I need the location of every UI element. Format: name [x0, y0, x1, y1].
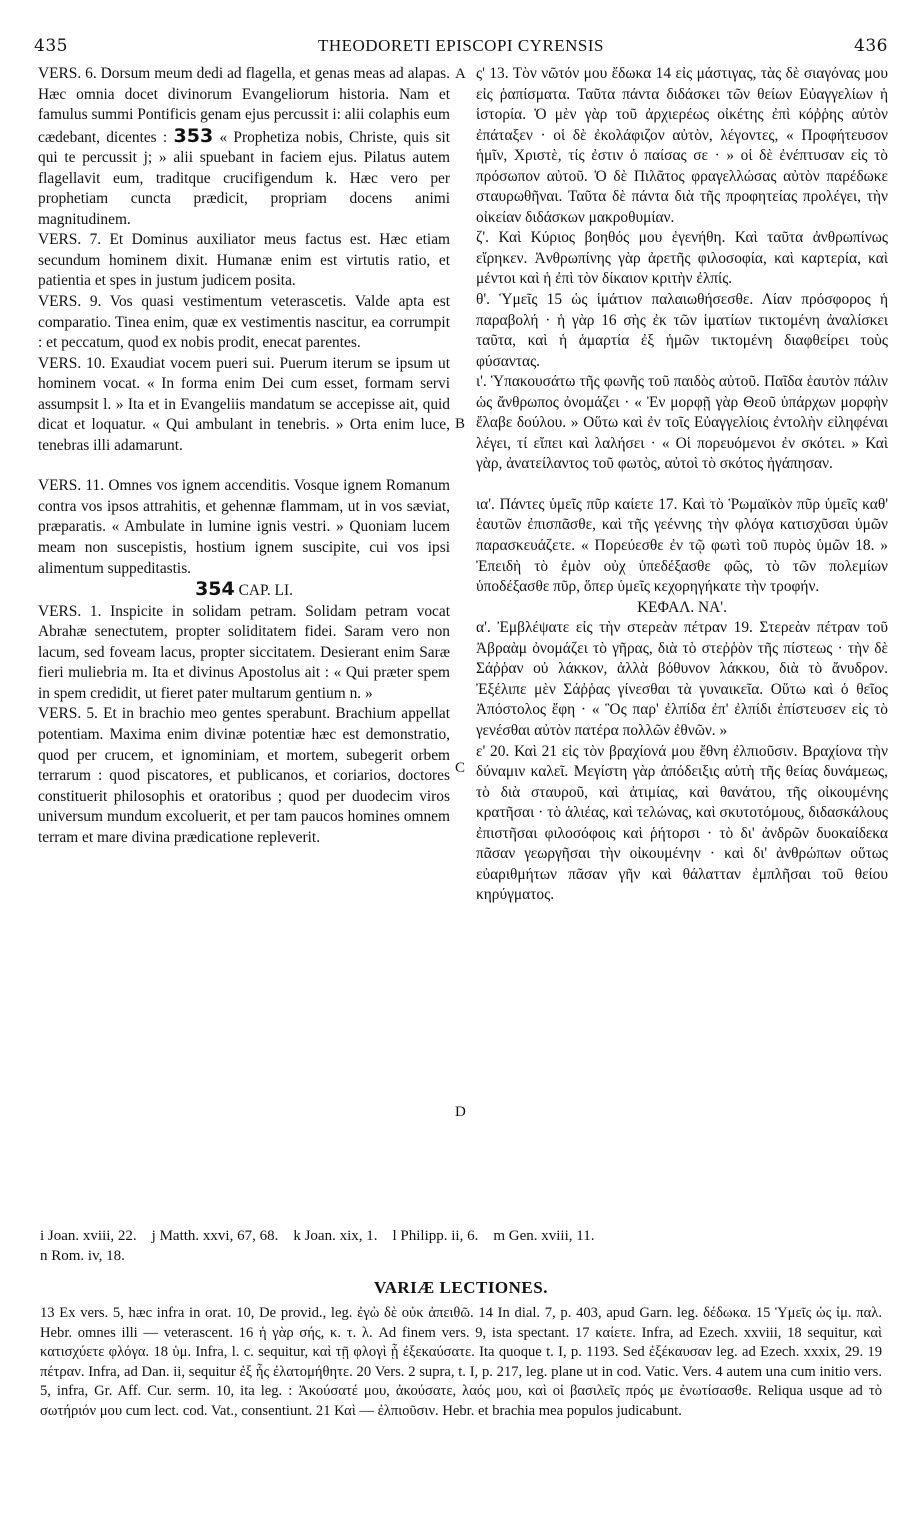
greek-verse-7: ζ'. Καὶ Κύριος βοηθός μου ἐγενήθη. Καὶ ταῦτα ἀνθρωπίνως εἴρηκεν. Ἀνθρωπίνης γὰρ ἀρετῆς φιλοσοφία, καὶ καρτερία, καὶ μέντοι καὶ ἡ ἐπὶ τὸν δίκαιον κριτὴν ἐλπίς. [476, 229, 888, 288]
greek-chapter-verse-1: α'. Ἐμβλέψατε εἰς τὴν στερεὰν πέτραν 19. Στερεὰν πέτραν τοῦ Ἀβραὰμ ὀνομάζει τὸ γῆρας, διὰ τὸ στεῤῥὸν τῆς πίστεως · τὴν δὲ Σάῤῥαν οὐ λάκκον, ἀλλὰ βόθυνον λάκκου, διὰ τὸ ἄνυδρον. Ἐξέλιπε μὲν Σάῤῥας γίνεσθαι τὰ γυναικεῖα. Οὕτω καὶ ὁ θεῖος Ἀπόστολος ἔφη · « Ὃς παρ' ἐλπίδα ἐπ' ἐλπίδι ἐπίστευσεν εἰς τὸ γενέσθαι αὐτὸν πατέρα πολλῶν ἐθνῶν. » [476, 619, 888, 739]
page-number-right: 436 [854, 36, 888, 56]
footnote-line: i Joan. xviii, 22. j Matth. xxvi, 67, 68. k Joan. xix, 1. l Philipp. ii, 6. m Gen. xviii, 11. [40, 1228, 595, 1244]
greek-chapter-heading: ΚΕΦΑΛ. ΝΑ'. [637, 598, 727, 616]
latin-chapter-verse-5: VERS. 5. Et in brachio meo gentes sperabunt. Brachium appellat potentiam. Maxima enim divinæ potentiæ hæc est demonstratio, quod per crucem, et ignominiam, et mortem, subegerit orbem terrarum : quod piscatores, et publicanos, et coriarios, doctores constituerit philosophis et oratoribus ; quod per duodecim viros universum mundum excoluerit, et per tam paucos homines omnem terram et mare divina prædicatione repleverit. [38, 705, 450, 846]
latin-verse-11: VERS. 11. Omnes vos ignem accenditis. Vosque ignem Romanum contra vos ipsos attrahitis, et gehennæ flammam, ut in vos sæviat, præparatis. « Ambulate in lumine ignis vestri. » Quoniam lucem meam non suscepistis, hostium ignem suscipite, cui vos ipsi alimentum suppeditastis. [38, 477, 450, 577]
latin-chapter-heading: 354 CAP. LI. [195, 578, 293, 601]
column-number-354: 354 [195, 578, 235, 601]
running-header [34, 36, 888, 60]
latin-column [38, 64, 450, 848]
margin-letter-d: D [455, 1104, 466, 1120]
greek-verse-10: ι'. Ὑπακουσάτω τῆς φωνῆς τοῦ παιδὸς αὐτοῦ. Παῖδα ἑαυτὸν πάλιν ὡς ἄνθρωπος ὀνομάζει · « Ἐν μορφῇ γὰρ Θεοῦ ὑπάρχων μορφὴν ἔλαβε δούλου. » Οὕτω καὶ ἐν τοῖς Εὐαγγελίοις ἐντολὴν εἰληφέναι λέγει, τί εἴπει καὶ λαλήσει · « Οἱ πορευόμενοι ἐν σκότει. » Καὶ γὰρ, ἀνατείλαντος τοῦ φωτὸς, αὐτοὶ τὸ σκότος ἠγάπησαν. [476, 373, 888, 473]
footnotes [40, 1226, 882, 1266]
variae-lectiones-text: 13 Ex vers. 5, hæc infra in orat. 10, De provid., leg. ἐγὼ δὲ οὐκ ἀπειθῶ. 14 In dial. 7, p. 403, apud Garn. leg. δέδωκα. 15 Ὑμεῖς ὡς ἱμ. παλ. Hebr. omnes illi — veterascent. 16 ἡ γὰρ σής, κ. τ. λ. Ad finem vers. 9, ista spectant. 17 καίετε. Infra, ad Ezech. xxviii, 18 sequitur, καὶ κατισχύετε φλόγα. 18 ὑμ. Infra, l. c. sequitur, καὶ τῇ φλογὶ ᾗ ἐξεκαύσατε. Ita quoque t. I, p. 1193. Sed ἐξέκαυσαν leg. ad Ezech. xxxix, 29. 19 πέτραν. Infra, ad Dan. ii, sequitur ἐξ ἧς ἐλατομήθητε. 20 Vers. 2 supra, t. I, p. 217, leg. plane ut in cod. Vatic. Vers. 4 autem una cum initio vers. 5, infra, Gr. Aff. Cur. serm. 10, ita leg. : Ἀκούσατέ μου, ἀκούσατε, λαός μου, καὶ οἱ βασιλεῖς πρός με ἐνωτίσασθε. Reliqua usque ad τὸ σωτήριόν μου cum lect. cod. Vat., consentiunt. 21 Καὶ — ἐλπιοῦσιν. Hebr. et brachia mea populos judicabunt. [40, 1305, 882, 1419]
greek-verse-6: ς' 13. Τὸν νῶτόν μου ἔδωκα 14 εἰς μάστιγας, τὰς δὲ σιαγόνας μου εἰς ῥαπίσματα. Ταῦτα πάντα διδάσκει τῶν θείων Εὐαγγελίων ἡ ἱστορία. Ὁ μὲν γὰρ τοῦ ἀρχιερέως οἰκέτης ἐπὶ κόῤῥης αὐτὸν ἐπάταξεν · οἱ δὲ ἐκολάφιζον αὐτὸν, λέγοντες, « Προφήτευσον ἡμῖν, Χριστὲ, τίς ἐστιν ὁ παίσας σε · » οἱ δὲ ἐνέπτυσαν εἰς τὸ πρόσωπον αὐτοῦ. Ὁ δὲ Πιλᾶτος φραγελλώσας αὐτὸν παρέδωκε σταυρωθῆναι. Ταῦτα δὲ πάντα διὰ τῆς προφητείας προλέγει, τὴν οἰκείαν διδάσκων μακροθυμίαν. [476, 65, 888, 226]
footnote-line: n Rom. iv, 18. [40, 1248, 125, 1264]
margin-letter-a: A [455, 66, 466, 82]
latin-verse-10: VERS. 10. Exaudiat vocem pueri sui. Puerum iterum se ipsum ut hominem vocat. « In forma enim Dei cum esset, formam servi assumpsit l. » Ita et in Evangeliis mandatum se accepisse ait, quid dicat et loquatur. « Qui ambulant in tenebris. » Orta enim luce, tenebras illi adamarunt. [38, 354, 450, 454]
variae-lectiones-title: VARIÆ LECTIONES. [374, 1278, 548, 1297]
latin-verse-9: VERS. 9. Vos quasi vestimentum veterascetis. Valde apta est comparatio. Tinea enim, quæ ex vestimentis nascitur, ea corrumpit : et peccatum, quod ex nobis prodit, enecat parentes. [38, 293, 450, 352]
latin-chapter-verse-1: VERS. 1. Inspicite in solidam petram. Solidam petram vocat Abrahæ senectutem, propter soliditatem fidei. Saram vero non lacum, sed foveam lacus, propter siccitatem. Desierant enim Saræ fieri muliebria m. Ita et divinus Apostolus ait : « Qui præter spem in spem credidit, ut fieret pater multarum gentium n. » [38, 602, 450, 702]
greek-column [476, 64, 888, 906]
greek-verse-11: ια'. Πάντες ὑμεῖς πῦρ καίετε 17. Καὶ τὸ Ῥωμαϊκὸν πῦρ ὑμεῖς καθ' ἑαυτῶν ἐπισπᾶσθε, καὶ τῆς γεέννης τὴν φλόγα κατισχῦσαι ὑμῶν παρασκευάζετε. « Πορεύεσθε ἐν τῷ φωτὶ τοῦ πυρὸς ὑμῶν 18. » Ἐπειδὴ τὸ ἐμὸν οὐχ ὑπεδέξασθε φῶς, τὸ τῶν πολεμίων ὑποδέξασθε πῦρ, ὅπερ ὑμεῖς κεχορηγήκατε τὴν τροφήν. [476, 495, 888, 596]
column-number-353: 353 [173, 124, 214, 147]
greek-verse-9: θ'. Ὑμεῖς 15 ὡς ἱμάτιον παλαιωθήσεσθε. Λίαν πρόσφορος ἡ παραβολή · ἡ γὰρ 16 σὴς ἐκ τῶν ἱματίων τικτομένη ἀναλίσκει ταῦτα, καὶ ἡ ἁμαρτία ἐξ ἡμῶν τικτομένη διαφθείρει τοὺς φύσαντας. [476, 291, 888, 370]
page-number-left: 435 [34, 36, 68, 56]
latin-verse-7: VERS. 7. Et Dominus auxiliator meus factus est. Hæc etiam secundum hominem dixit. Humanæ enim est virtutis ratio, et patientia et spes in justum judicem posita. [38, 231, 450, 290]
margin-letter-b: B [455, 416, 466, 432]
page-title: THEODORETI EPISCOPI CYRENSIS [317, 36, 605, 55]
greek-chapter-verse-5: ε' 20. Καὶ 21 εἰς τὸν βραχίονά μου ἔθνη ἐλπιοῦσιν. Βραχίονα τὴν δύναμιν καλεῖ. Μεγίστη γὰρ ἀπόδειξις αὐτὴ τῆς θείας δυνάμεως, τὸ διὰ σταυροῦ, καὶ ἀτιμίας, καὶ θανάτου, τῆς οἰκουμένης κρατῆσαι · τὸ ἁλιέας, καὶ τελώνας, καὶ σκυτοτόμους, διδασκάλους ἐπιστῆσαι φιλοσόφοις καὶ ῥήτορσι · τὸ δι' ἀνδρῶν δυοκαίδεκα πᾶσαν γεωργῆσαι τὴν οἰκουμένην · καὶ δι' ἀνθρώπων οὕτως εὐαριθμήτων πᾶσαν γῆν καὶ θάλατταν ἐμπλῆσαι τοῦ θείου κηρύγματος. [476, 742, 888, 904]
margin-letter-c: C [455, 760, 466, 776]
latin-verse-6: VERS. 6. Dorsum meum dedi ad flagella, et genas meas ad alapas. Hæc omnia docet divinorum Evangeliorum historia. Nam et famulus summi Pontificis genam ejus percussit i: alii colaphis eum cædebant, dicentes : 353 « Prophetiza nobis, Christe, quis sit qui te percussit j; » alii spuebant in faciem ejus. Pilatus autem flagellavit eum, traditque crucifigendum k. Hæc vero per prophetiam cuncta prædicit, propriam docens animi magnitudinem. [38, 65, 451, 228]
